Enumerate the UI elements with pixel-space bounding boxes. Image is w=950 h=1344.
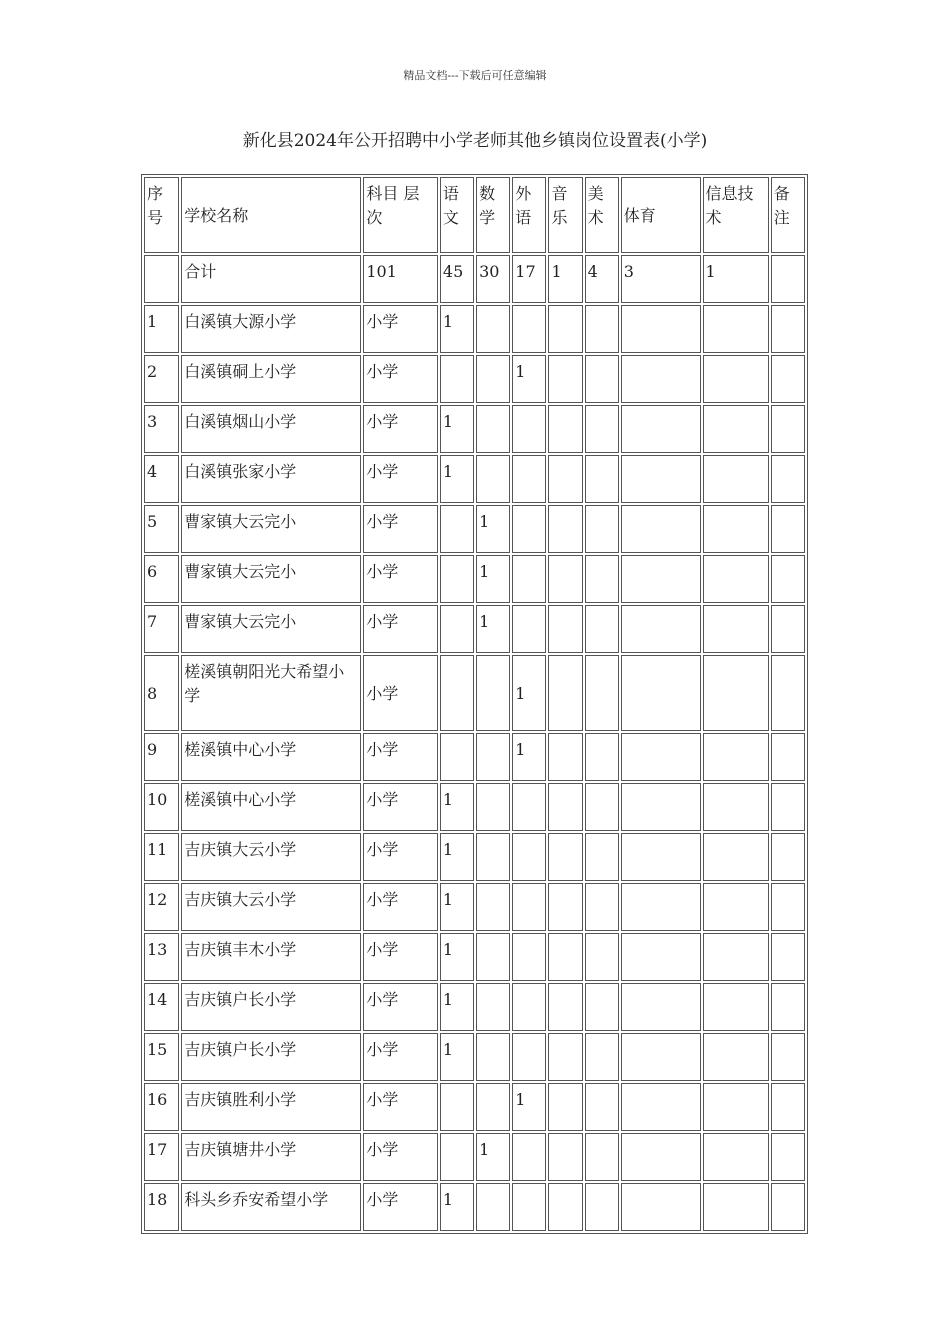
music-count-cell — [548, 305, 582, 353]
pe-count-cell: 3 — [621, 255, 701, 303]
school-name-cell: 吉庆镇户长小学 — [181, 1033, 361, 1081]
chinese-count-cell: 1 — [440, 1033, 474, 1081]
school-name-cell: 吉庆镇胜利小学 — [181, 1083, 361, 1131]
note-cell — [771, 505, 805, 553]
it-count-cell — [703, 833, 769, 881]
music-count-cell — [548, 555, 582, 603]
english-count-cell — [512, 305, 546, 353]
note-cell — [771, 933, 805, 981]
table-header-row — [144, 177, 805, 253]
school-name-cell: 槎溪镇朝阳光大希望小学 — [181, 655, 361, 731]
header-cell: 数学 — [476, 177, 510, 253]
it-count-cell — [703, 355, 769, 403]
it-count-cell — [703, 733, 769, 781]
art-count-cell: 4 — [585, 255, 619, 303]
level-cell: 101 — [363, 255, 438, 303]
school-name-cell: 白溪镇大源小学 — [181, 305, 361, 353]
pe-count-cell — [621, 305, 701, 353]
it-count-cell — [703, 405, 769, 453]
art-count-cell — [585, 605, 619, 653]
table-row — [144, 655, 805, 731]
math-count-cell — [476, 305, 510, 353]
chinese-count-cell — [440, 355, 474, 403]
table-row — [144, 733, 805, 781]
level-cell: 小学 — [363, 455, 438, 503]
music-count-cell — [548, 1183, 582, 1231]
music-count-cell — [548, 833, 582, 881]
row-number-cell: 4 — [144, 455, 179, 503]
chinese-count-cell: 1 — [440, 933, 474, 981]
row-number-cell: 11 — [144, 833, 179, 881]
music-count-cell — [548, 655, 582, 731]
row-number-cell: 18 — [144, 1183, 179, 1231]
art-count-cell — [585, 505, 619, 553]
art-count-cell — [585, 1083, 619, 1131]
math-count-cell — [476, 983, 510, 1031]
art-count-cell — [585, 883, 619, 931]
table-row — [144, 405, 805, 453]
math-count-cell — [476, 405, 510, 453]
chinese-count-cell: 1 — [440, 455, 474, 503]
note-cell — [771, 983, 805, 1031]
note-cell — [771, 883, 805, 931]
row-number-cell: 15 — [144, 1033, 179, 1081]
table-row — [144, 1183, 805, 1231]
music-count-cell — [548, 1133, 582, 1181]
table-row — [144, 1083, 805, 1131]
art-count-cell — [585, 355, 619, 403]
english-count-cell — [512, 455, 546, 503]
note-cell — [771, 605, 805, 653]
math-count-cell — [476, 1033, 510, 1081]
allocation-table-frame — [141, 174, 808, 1234]
it-count-cell — [703, 783, 769, 831]
school-name-cell: 科头乡乔安希望小学 — [181, 1183, 361, 1231]
art-count-cell — [585, 455, 619, 503]
math-count-cell — [476, 883, 510, 931]
note-cell — [771, 555, 805, 603]
pe-count-cell — [621, 883, 701, 931]
note-cell — [771, 833, 805, 881]
header-cell: 备注 — [771, 177, 805, 253]
it-count-cell — [703, 933, 769, 981]
chinese-count-cell: 1 — [440, 983, 474, 1031]
english-count-cell — [512, 1133, 546, 1181]
school-name-cell: 吉庆镇户长小学 — [181, 983, 361, 1031]
school-name-cell: 曹家镇大云完小 — [181, 505, 361, 553]
chinese-count-cell: 1 — [440, 305, 474, 353]
it-count-cell — [703, 555, 769, 603]
math-count-cell: 1 — [476, 505, 510, 553]
note-cell — [771, 1183, 805, 1231]
it-count-cell: 1 — [703, 255, 769, 303]
english-count-cell — [512, 983, 546, 1031]
pe-count-cell — [621, 783, 701, 831]
total-row — [144, 255, 805, 303]
music-count-cell — [548, 605, 582, 653]
school-name-cell: 槎溪镇中心小学 — [181, 733, 361, 781]
it-count-cell — [703, 455, 769, 503]
table-row — [144, 1133, 805, 1181]
level-cell: 小学 — [363, 355, 438, 403]
math-count-cell — [476, 1083, 510, 1131]
school-name-cell: 吉庆镇塘井小学 — [181, 1133, 361, 1181]
math-count-cell — [476, 355, 510, 403]
row-number-cell: 8 — [144, 655, 179, 731]
row-number-cell: 1 — [144, 305, 179, 353]
pe-count-cell — [621, 455, 701, 503]
level-cell: 小学 — [363, 1183, 438, 1231]
it-count-cell — [703, 983, 769, 1031]
note-cell — [771, 355, 805, 403]
pe-count-cell — [621, 605, 701, 653]
level-cell: 小学 — [363, 405, 438, 453]
art-count-cell — [585, 655, 619, 731]
table-row — [144, 305, 805, 353]
chinese-count-cell: 1 — [440, 1183, 474, 1231]
math-count-cell — [476, 1183, 510, 1231]
level-cell: 小学 — [363, 555, 438, 603]
level-cell: 小学 — [363, 983, 438, 1031]
table-row — [144, 605, 805, 653]
level-cell: 小学 — [363, 833, 438, 881]
level-cell: 小学 — [363, 305, 438, 353]
level-cell: 小学 — [363, 883, 438, 931]
note-cell — [771, 655, 805, 731]
chinese-count-cell: 1 — [440, 883, 474, 931]
table-row — [144, 455, 805, 503]
art-count-cell — [585, 983, 619, 1031]
row-number-cell — [144, 255, 179, 303]
art-count-cell — [585, 1033, 619, 1081]
row-number-cell: 9 — [144, 733, 179, 781]
math-count-cell — [476, 655, 510, 731]
table-row — [144, 833, 805, 881]
pe-count-cell — [621, 555, 701, 603]
level-cell: 小学 — [363, 605, 438, 653]
header-cell: 信息技术 — [703, 177, 769, 253]
level-cell: 小学 — [363, 1133, 438, 1181]
pe-count-cell — [621, 1133, 701, 1181]
row-number-cell: 2 — [144, 355, 179, 403]
chinese-count-cell: 1 — [440, 783, 474, 831]
art-count-cell — [585, 933, 619, 981]
note-cell — [771, 1083, 805, 1131]
it-count-cell — [703, 655, 769, 731]
header-cell: 序号 — [144, 177, 179, 253]
chinese-count-cell — [440, 655, 474, 731]
pe-count-cell — [621, 355, 701, 403]
row-number-cell: 3 — [144, 405, 179, 453]
music-count-cell — [548, 733, 582, 781]
pe-count-cell — [621, 833, 701, 881]
level-cell: 小学 — [363, 655, 438, 731]
level-cell: 小学 — [363, 933, 438, 981]
table-row — [144, 983, 805, 1031]
table-row — [144, 1033, 805, 1081]
chinese-count-cell: 1 — [440, 833, 474, 881]
math-count-cell — [476, 783, 510, 831]
level-cell: 小学 — [363, 1033, 438, 1081]
school-name-cell: 槎溪镇中心小学 — [181, 783, 361, 831]
it-count-cell — [703, 1083, 769, 1131]
note-cell — [771, 783, 805, 831]
english-count-cell — [512, 405, 546, 453]
table-row — [144, 883, 805, 931]
music-count-cell — [548, 783, 582, 831]
music-count-cell — [548, 1083, 582, 1131]
note-cell — [771, 1133, 805, 1181]
english-count-cell — [512, 505, 546, 553]
table-row — [144, 933, 805, 981]
english-count-cell: 1 — [512, 655, 546, 731]
document-title: 新化县2024年公开招聘中小学老师其他乡镇岗位设置表(小学) — [242, 131, 708, 151]
chinese-count-cell — [440, 555, 474, 603]
chinese-count-cell — [440, 1083, 474, 1131]
art-count-cell — [585, 783, 619, 831]
music-count-cell — [548, 455, 582, 503]
note-cell — [771, 455, 805, 503]
english-count-cell — [512, 1033, 546, 1081]
math-count-cell: 1 — [476, 1133, 510, 1181]
pe-count-cell — [621, 1033, 701, 1081]
it-count-cell — [703, 1033, 769, 1081]
art-count-cell — [585, 733, 619, 781]
chinese-count-cell — [440, 1133, 474, 1181]
row-number-cell: 16 — [144, 1083, 179, 1131]
english-count-cell — [512, 1183, 546, 1231]
note-cell — [771, 733, 805, 781]
row-number-cell: 13 — [144, 933, 179, 981]
math-count-cell — [476, 733, 510, 781]
math-count-cell — [476, 833, 510, 881]
art-count-cell — [585, 305, 619, 353]
english-count-cell — [512, 783, 546, 831]
it-count-cell — [703, 605, 769, 653]
math-count-cell — [476, 455, 510, 503]
english-count-cell: 17 — [512, 255, 546, 303]
note-cell — [771, 405, 805, 453]
header-cell: 美术 — [585, 177, 619, 253]
level-cell: 小学 — [363, 1083, 438, 1131]
row-number-cell: 10 — [144, 783, 179, 831]
pe-count-cell — [621, 733, 701, 781]
art-count-cell — [585, 555, 619, 603]
school-name-cell: 曹家镇大云完小 — [181, 605, 361, 653]
table-row — [144, 355, 805, 403]
school-name-cell: 曹家镇大云完小 — [181, 555, 361, 603]
pe-count-cell — [621, 505, 701, 553]
english-count-cell: 1 — [512, 733, 546, 781]
music-count-cell — [548, 1033, 582, 1081]
english-count-cell — [512, 933, 546, 981]
row-number-cell: 5 — [144, 505, 179, 553]
it-count-cell — [703, 1183, 769, 1231]
row-number-cell: 12 — [144, 883, 179, 931]
header-cell: 体育 — [621, 177, 701, 253]
header-cell: 外语 — [512, 177, 546, 253]
level-cell: 小学 — [363, 505, 438, 553]
music-count-cell — [548, 983, 582, 1031]
school-name-cell: 吉庆镇丰木小学 — [181, 933, 361, 981]
pe-count-cell — [621, 933, 701, 981]
header-note: 精品文档---下载后可任意编辑 — [403, 69, 547, 82]
level-cell: 小学 — [363, 733, 438, 781]
chinese-count-cell — [440, 605, 474, 653]
row-number-cell: 7 — [144, 605, 179, 653]
level-cell: 小学 — [363, 783, 438, 831]
pe-count-cell — [621, 1083, 701, 1131]
art-count-cell — [585, 833, 619, 881]
allocation-table — [142, 175, 807, 1233]
header-cell: 语文 — [440, 177, 474, 253]
english-count-cell — [512, 833, 546, 881]
pe-count-cell — [621, 983, 701, 1031]
row-number-cell: 6 — [144, 555, 179, 603]
school-name-cell: 白溪镇硐上小学 — [181, 355, 361, 403]
table-row — [144, 783, 805, 831]
music-count-cell — [548, 505, 582, 553]
table-row — [144, 555, 805, 603]
row-number-cell: 17 — [144, 1133, 179, 1181]
header-cell: 音乐 — [548, 177, 582, 253]
school-name-cell: 白溪镇烟山小学 — [181, 405, 361, 453]
school-name-cell: 合计 — [181, 255, 361, 303]
school-name-cell: 白溪镇张家小学 — [181, 455, 361, 503]
music-count-cell: 1 — [548, 255, 582, 303]
english-count-cell — [512, 555, 546, 603]
pe-count-cell — [621, 655, 701, 731]
english-count-cell: 1 — [512, 355, 546, 403]
math-count-cell — [476, 933, 510, 981]
pe-count-cell — [621, 405, 701, 453]
chinese-count-cell: 1 — [440, 405, 474, 453]
note-cell — [771, 305, 805, 353]
row-number-cell: 14 — [144, 983, 179, 1031]
school-name-cell: 吉庆镇大云小学 — [181, 883, 361, 931]
english-count-cell — [512, 883, 546, 931]
note-cell — [771, 255, 805, 303]
art-count-cell — [585, 1133, 619, 1181]
chinese-count-cell — [440, 505, 474, 553]
chinese-count-cell: 45 — [440, 255, 474, 303]
art-count-cell — [585, 1183, 619, 1231]
art-count-cell — [585, 405, 619, 453]
table-row — [144, 505, 805, 553]
math-count-cell: 1 — [476, 605, 510, 653]
music-count-cell — [548, 933, 582, 981]
it-count-cell — [703, 505, 769, 553]
math-count-cell: 1 — [476, 555, 510, 603]
header-cell: 科目 层次 — [363, 177, 438, 253]
math-count-cell: 30 — [476, 255, 510, 303]
header-cell: 学校名称 — [181, 177, 361, 253]
english-count-cell: 1 — [512, 1083, 546, 1131]
school-name-cell: 吉庆镇大云小学 — [181, 833, 361, 881]
music-count-cell — [548, 405, 582, 453]
chinese-count-cell — [440, 733, 474, 781]
it-count-cell — [703, 883, 769, 931]
english-count-cell — [512, 605, 546, 653]
pe-count-cell — [621, 1183, 701, 1231]
music-count-cell — [548, 883, 582, 931]
it-count-cell — [703, 1133, 769, 1181]
music-count-cell — [548, 355, 582, 403]
note-cell — [771, 1033, 805, 1081]
it-count-cell — [703, 305, 769, 353]
